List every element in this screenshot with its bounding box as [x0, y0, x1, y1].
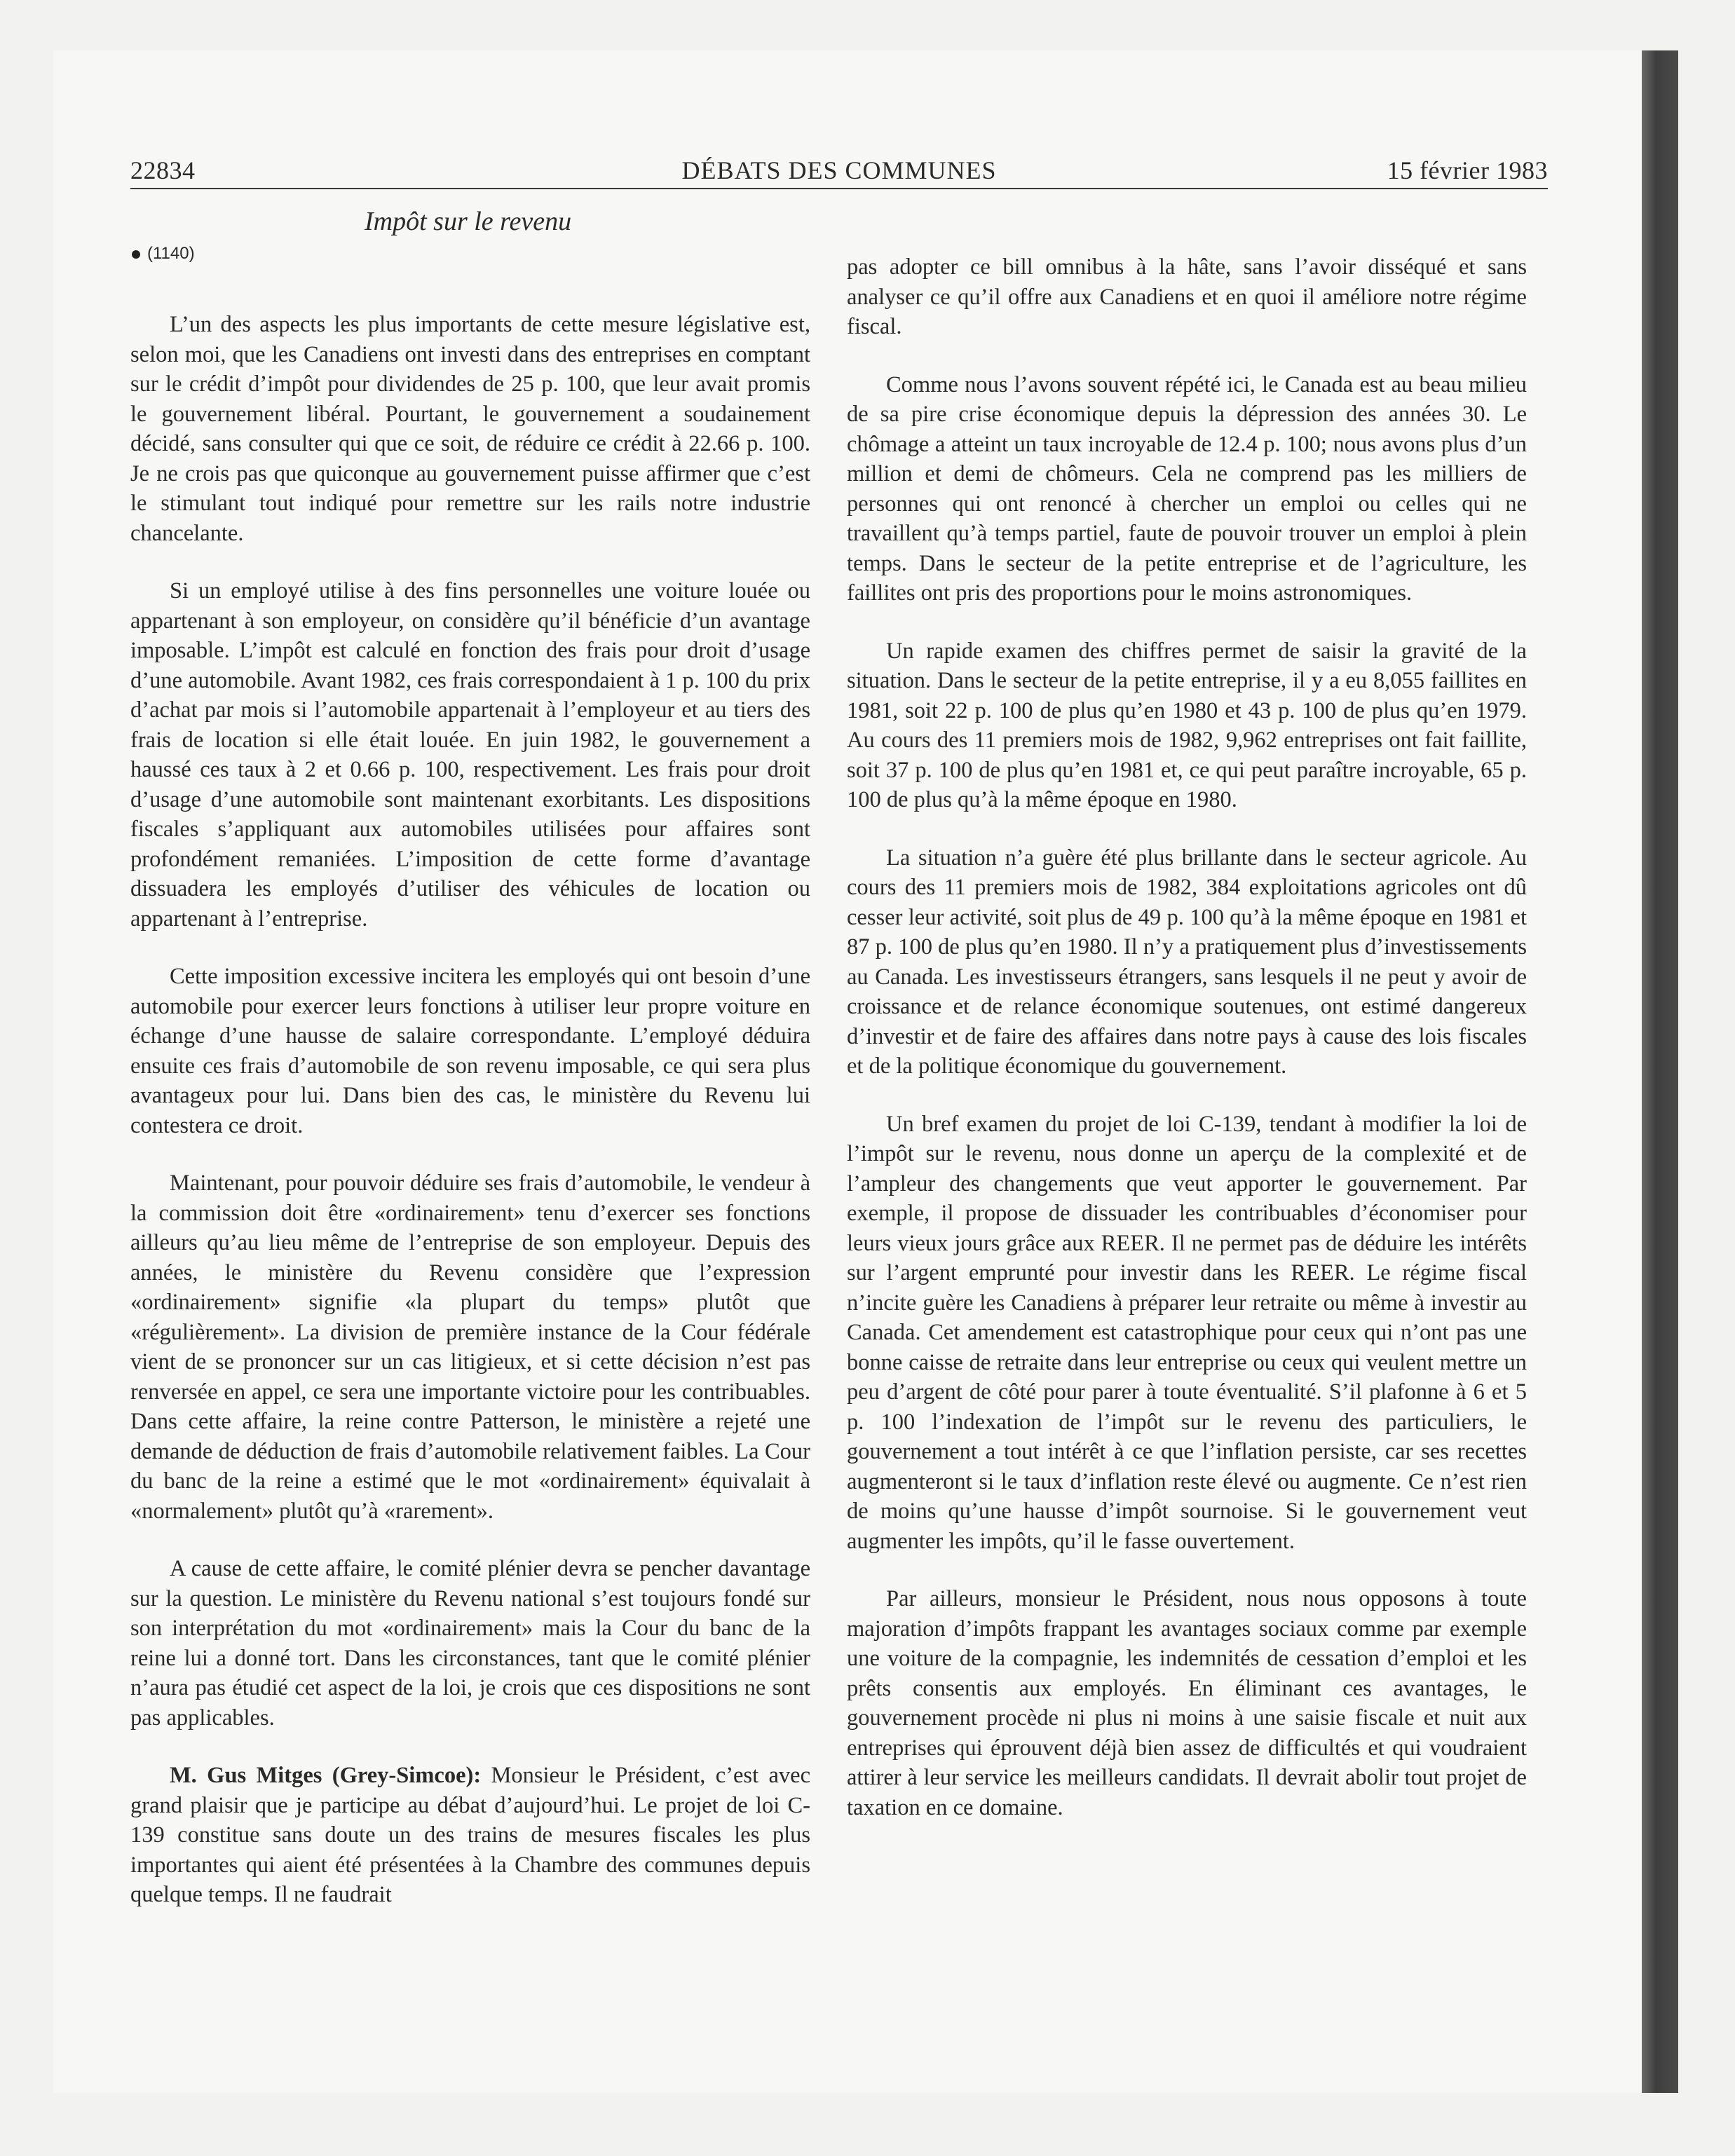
page-number: 22834	[130, 156, 196, 184]
scan-edge-bar	[1642, 50, 1678, 2093]
paragraph: Cette imposition excessive incitera les employés qui ont besoin d’une automobile pour exercer leurs fonctions à utiliser leur propre voiture en échange d’une hausse de salaire correspondante. L’employé déduira ensuite ces frais d’automobile de son revenu imposable, ce qui sera plus avantageux pour lui. Dans bien des cas, le ministère du Revenu lui contestera ce droit.	[130, 964, 810, 1138]
paragraph-continued: pas adopter ce bill omnibus à la hâte, sans l’avoir disséqué et sans analyser ce qu’il offre aux Canadiens et en quoi il améliore notre régime fiscal.	[847, 254, 1527, 339]
page-header	[130, 156, 1548, 191]
page-date: 15 février 1983	[1387, 156, 1548, 184]
publication-title: DÉBATS DES COMMUNES	[681, 156, 997, 184]
paragraph: Par ailleurs, monsieur le Président, nous nous opposons à toute majoration d’impôts frappant les avantages sociaux comme par exemple une voiture de la compagnie, les indemnités de cessation d’emploi et les prêts consentis aux employés. En éliminant ces avantages, le gouvernement procède ni plus ni moins à une saisie fiscale et nuit aux entreprises qui éprouvent déjà bien assez de difficultés et qui voudraient attirer à leur service les meilleurs candidats. Il devrait abolir tout projet de taxation en ce domaine.	[847, 1586, 1527, 1820]
paragraph: Un bref examen du projet de loi C-139, tendant à modifier la loi de l’impôt sur le revenu, nous donne un aperçu de la complexité et de l’ampleur des changements que veut apporter le gouvernement. Par exemple, il propose de dissuader les contribuables d’économiser pour leurs vieux jours grâce aux REER. Il ne permet pas de déduire les intérêts sur l’argent emprunté pour investir dans les REER. Le régime fiscal n’incite guère les Canadiens à préparer leur retraite ou même à investir au Canada. Cet amendement est catastrophique pour ceux qui n’ont pas une bonne caisse de retraite dans leur entreprise ou ceux qui veulent mettre un peu d’argent de côté pour parer à toute éventualité. S’il plafonne à 6 et 5 p. 100 l’indexation de l’impôt sur le revenu des particuliers, le gouvernement a tout intérêt à ce que l’inflation persiste, car ses recettes augmenteront si le taux d’inflation reste élevé ou augmente. Ce n’est rien de moins qu’une hausse d’impôt sournoise. Si le gouvernement veut augmenter les impôts, qu’il le fasse ouvertement.	[847, 1111, 1527, 1554]
left-column	[130, 310, 810, 1938]
speaker-name: M. Gus Mitges (Grey-Simcoe):	[170, 1763, 482, 1788]
paragraph: Un rapide examen des chiffres permet de saisir la gravité de la situation. Dans le secteur de la petite entreprise, il y a eu 8,055 faillites en 1981, soit 22 p. 100 de plus qu’en 1980 et 43 p. 100 de plus qu’en 1979. Au cours des 11 premiers mois de 1982, 9,962 entreprises ont fait faillite, soit 37 p. 100 de plus qu’en 1981 et, ce qui peut paraître incroyable, 65 p. 100 de plus qu’à la même époque en 1980.	[847, 638, 1527, 812]
right-column	[847, 252, 1527, 1850]
subject-heading: Impôt sur le revenu	[365, 207, 572, 236]
paragraph: Comme nous l’avons souvent répété ici, le Canada est au beau milieu de sa pire crise économique depuis la dépression des années 30. Le chômage a atteint un taux incroyable de 12.4 p. 100; nous avons plus d’un million et demi de chômeurs. Cela ne comprend pas les milliers de personnes qui ont renoncé à chercher un emploi ou celles qui ne travaillent qu’à temps partiel, faute de pouvoir trouver un emploi à plein temps. Dans le secteur de la petite entreprise et de l’agriculture, les faillites ont pris des proportions pour le moins astronomiques.	[847, 371, 1527, 606]
bullet-icon	[132, 250, 140, 259]
paragraph: Maintenant, pour pouvoir déduire ses frais d’automobile, le vendeur à la commission doit être «ordinairement» tenu d’exercer ses fonctions ailleurs qu’au lieu même de l’entreprise de son employeur. Depuis des années, le ministère du Revenu considère que l’expression «ordinairement» signifie «la plupart du temps» plutôt que «régulièrement». La division de première instance de la Cour fédérale vient de se prononcer sur un cas litigieux, et si cette décision n’est pas renversée en appel, ce sera une importante victoire pour les contribuables. Dans cette affaire, la reine contre Patterson, le ministère a rejeté une demande de déduction de frais d’automobile relativement faibles. La Cour du banc de la reine a estimé que le mot «ordinairement» équivalait à «normalement» plutôt qu’à «rarement».	[130, 1171, 810, 1524]
time-marker	[132, 244, 195, 264]
header-rule	[130, 188, 1548, 189]
paragraph: A cause de cette affaire, le comité plénier devra se pencher davantage sur la question. Le ministère du Revenu national s’est toujours fondé sur son interprétation du mot «ordinairement» mais la Cour du banc de la reine lui a donné tort. Dans les circonstances, tant que le comité plénier n’aura pas étudié cet aspect de la loi, je crois que ces dispositions ne sont pas applicables.	[130, 1556, 810, 1731]
time-marker-text: (1140)	[147, 244, 195, 263]
speaker-text: Monsieur le Président, c’est avec grand plaisir que je participe au débat d’aujourd’hui. Le projet de loi C-139 constitue sans doute un des trains de mesures fiscales les plus importantes qui aient été présentées à la Chambre des communes depuis quelque temps. Il ne faudrait	[130, 1763, 810, 1907]
paragraph: Si un employé utilise à des fins personnelles une voiture louée ou appartenant à son employeur, on considère qu’il bénéficie d’un avantage imposable. L’impôt est calculé en fonction des frais pour droit d’usage d’une automobile. Avant 1982, ces frais correspondaient à 1 p. 100 du prix d’achat par mois si l’automobile appartenait à l’employeur et au tiers des frais de location si elle était louée. En juin 1982, le gouvernement a haussé ces taux à 2 et 0.66 p. 100, respectivement. Les frais pour droit d’usage d’une automobile sont maintenant exorbitants. Les dispositions fiscales s’appliquant aux automobiles utilisées pour affaires sont profondément remaniées. L’imposition de cette forme d’avantage dissuadera les employés d’utiliser des véhicules de location ou appartenant à l’entreprise.	[130, 578, 810, 932]
paragraph: La situation n’a guère été plus brillante dans le secteur agricole. Au cours des 11 premiers mois de 1982, 384 exploitations agricoles ont dû cesser leur activité, soit plus de 49 p. 100 qu’à la même époque en 1981 et 87 p. 100 de plus qu’en 1980. Il n’y a pratiquement plus d’investissements au Canada. Les investisseurs étrangers, sans lesquels il ne peut y avoir de croissance et de relance économique soutenues, ont estimé dangereux d’investir et de faire des affaires dans notre pays à cause des lois fiscales et de la politique économique du gouvernement.	[847, 845, 1527, 1079]
paragraph: L’un des aspects les plus importants de cette mesure législative est, selon moi, que les Canadiens ont investi dans des entreprises en comptant sur le crédit d’impôt pour dividendes de 25 p. 100, que leur avait promis le gouvernement libéral. Pourtant, le gouvernement a soudainement décidé, sans consulter qui que ce soit, de réduire ce crédit à 22.66 p. 100. Je ne crois pas que quiconque au gouvernement puisse affirmer que c’est le stimulant tout indiqué pour remettre sur les rails notre industrie chancelante.	[130, 312, 810, 546]
speaker-paragraph	[130, 1761, 810, 1910]
